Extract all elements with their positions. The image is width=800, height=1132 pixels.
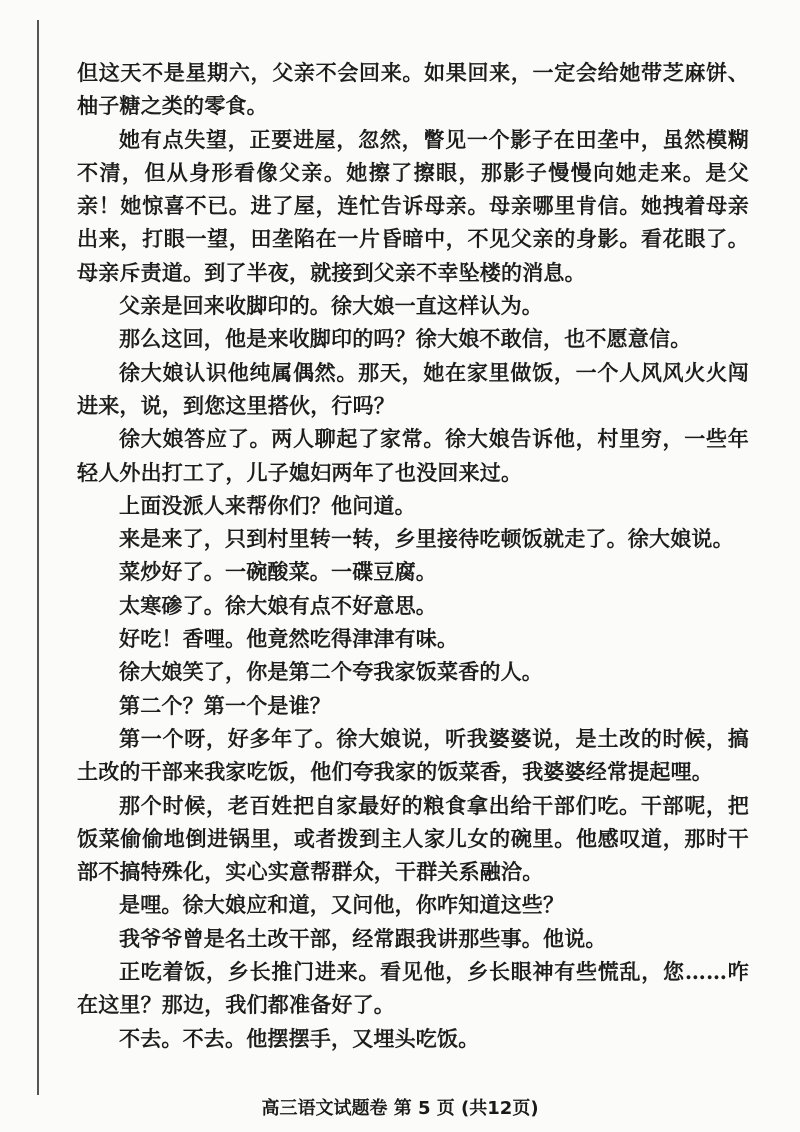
paragraph: 太寒碜了。徐大娘有点不好意思。 — [119, 592, 437, 618]
paragraph: 来是来了，只到村里转一转，乡里接待吃顿饭就走了。徐大娘说。 — [119, 526, 734, 552]
paragraph: 好吃！香哩。他竟然吃得津津有味。 — [119, 626, 459, 652]
margin-line — [37, 20, 39, 1095]
paragraph: 正吃着饭，乡长推门进来。看见他，乡长眼神有些慌乱，您……咋在这里？那边，我们都准备好了。 — [77, 959, 749, 1018]
paragraph: 第一个呀，好多年了。徐大娘说，听我婆婆说，是土改的时候，搞土改的干部来我家吃饭，他们夸我家的饭菜香，我婆婆经常提起哩。 — [77, 725, 749, 785]
paragraph: 不去。不去。他摆摆手，又埋头吃饭。 — [119, 1025, 480, 1051]
paragraph: 那个时候，老百姓把自家最好的粮食拿出给干部们吃。干部呢，把饭菜偷偷地倒进锅里，或者拨到主人家儿女的碗里。他感叹道，那时干部不搞特殊化，实心实意帮群众，干群关系融洽。 — [77, 792, 749, 885]
paragraph: 我爷爷曾是名土改干部，经常跟我讲那些事。他说。 — [119, 925, 607, 951]
passage-text — [77, 56, 749, 1055]
paragraph: 是哩。徐大娘应和道，又问他，你咋知道这些？ — [119, 892, 565, 918]
paragraph: 徐大娘笑了，你是第二个夸我家饭菜香的人。 — [119, 659, 543, 685]
paragraph: 第二个？第一个是谁？ — [119, 692, 331, 718]
paragraph: 徐大娘认识他纯属偶然。那天，她在家里做饭，一个人风风火火闯进来，说，到您这里搭伙，行吗？ — [77, 359, 749, 418]
paragraph: 菜炒好了。一碗酸菜。一碟豆腐。 — [119, 559, 437, 585]
page-footer: 高三语文试题卷 第 5 页 (共12页) — [261, 1098, 539, 1119]
paragraph: 但这天不是星期六，父亲不会回来。如果回来，一定会给她带芝麻饼、柚子糖之类的零食。 — [77, 60, 749, 119]
paragraph: 父亲是回来收脚印的。徐大娘一直这样认为。 — [119, 293, 543, 319]
paragraph: 徐大娘答应了。两人聊起了家常。徐大娘告诉他，村里穷，一些年轻人外出打工了，儿子媳妇两年了也没回来过。 — [77, 426, 749, 485]
paragraph: 那么这回，他是来收脚印的吗？徐大娘不敢信，也不愿意信。 — [119, 326, 692, 352]
paragraph: 她有点失望，正要进屋，忽然，瞥见一个影子在田垄中，虽然模糊不清，但从身形看像父亲。她擦了擦眼，那影子慢慢向她走来。是父亲！她惊喜不已。进了屋，连忙告诉母亲。母亲哪里肯信。她拽着母亲出来，打眼一望，田垄陷在一片昏暗中，不见父亲的身影。看花眼了。母亲斥责道。到了半夜，就接到父亲不幸坠楼的消息。 — [77, 126, 749, 285]
paragraph: 上面没派人来帮你们？他问道。 — [119, 492, 416, 518]
